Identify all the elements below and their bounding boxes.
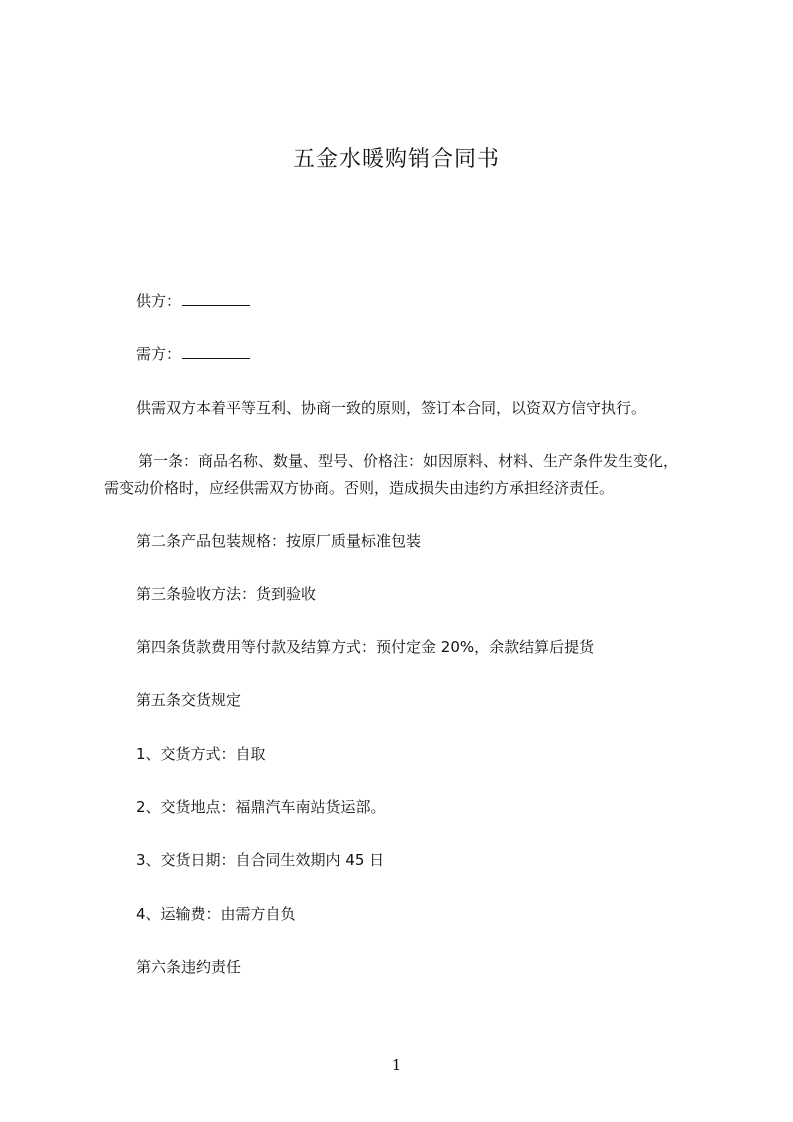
document-title: 五金水暖购销合同书 <box>292 147 500 172</box>
article-6: 第六条违约责任 <box>136 958 242 976</box>
preamble-text: 供需双方本着平等互利、协商一致的原则，签订本合同，以资双方信守执行。 <box>136 399 647 417</box>
page-number: 1 <box>391 1056 402 1074</box>
supplier-blank <box>182 291 250 306</box>
article-5-item-4: 4、运输费：由需方自负 <box>136 905 296 923</box>
article-5-item-3: 3、交货日期：自合同生效期内 45 日 <box>136 851 385 869</box>
buyer-label: 需方： <box>136 345 182 363</box>
article-4: 第四条货款费用等付款及结算方式：预付定金 20%，余款结算后提货 <box>136 638 595 656</box>
article-5-item-2: 2、交货地点：福鼎汽车南站货运部。 <box>136 798 386 816</box>
article-1-line-1: 第一条：商品名称、数量、型号、价格注：如因原料、材料、生产条件发生变化， <box>138 452 679 470</box>
buyer-blank <box>182 344 250 359</box>
supplier-label: 供方： <box>136 292 182 310</box>
article-5-item-1: 1、交货方式：自取 <box>136 745 266 763</box>
buyer-line <box>136 344 250 364</box>
article-3: 第三条验收方法：货到验收 <box>136 585 317 603</box>
article-5: 第五条交货规定 <box>136 691 242 709</box>
article-1-line-2: 需变动价格时，应经供需双方协商。否则，造成损失由违约方承担经济责任。 <box>104 479 615 497</box>
article-2: 第二条产品包装规格：按原厂质量标准包装 <box>136 532 422 550</box>
supplier-line <box>136 291 250 311</box>
article-1-paragraph <box>104 448 694 502</box>
